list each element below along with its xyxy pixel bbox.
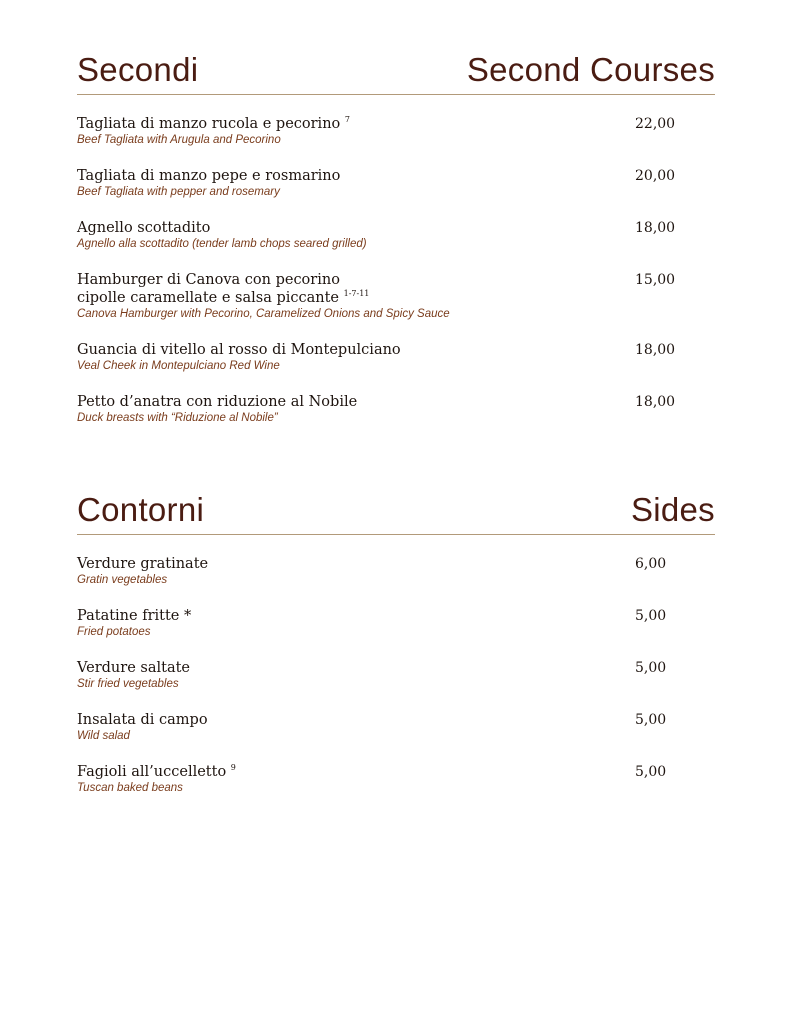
menu-item [77, 659, 715, 692]
menu-item-name [77, 555, 617, 573]
menu-item-name [77, 393, 617, 411]
menu-item-name [77, 341, 617, 359]
menu-item-text [77, 219, 617, 252]
section-title-en: Sides [630, 491, 715, 528]
menu-item-price: 18,00 [635, 342, 676, 358]
menu-item-name-text: Petto d’anatra con riduzione al Nobile [77, 394, 358, 410]
menu-item [77, 167, 715, 200]
menu-item-price: 5,00 [635, 660, 667, 676]
menu-item-text [77, 341, 617, 374]
menu-item-name-text: Verdure gratinate [77, 556, 209, 572]
allergen-codes: 7 [344, 115, 350, 125]
menu-item-name-text: Agnello scottadito [77, 220, 211, 236]
menu-item-name [77, 115, 617, 133]
menu-item [77, 711, 715, 744]
section-secondi [77, 46, 715, 445]
menu-item-description: Canova Hamburger with Pecorino, Caramelized Onions and Spicy Sauce [77, 308, 450, 320]
menu-item-name-text: Insalata di campo [77, 712, 208, 728]
menu-item-name [77, 711, 617, 729]
menu-item-name [77, 219, 617, 237]
allergen-codes: 1-7-11 [343, 289, 370, 299]
allergen-codes: 9 [230, 763, 236, 773]
menu-item-price: 18,00 [635, 394, 676, 410]
menu-item-description: Veal Cheek in Montepulciano Red Wine [77, 360, 280, 372]
menu-item-price: 5,00 [635, 764, 667, 780]
section-title-it: Contorni [77, 491, 205, 528]
menu-item-price: 18,00 [635, 220, 676, 236]
menu-item-description: Agnello alla scottadito (tender lamb chops seared grilled) [77, 238, 367, 250]
menu-item-name [77, 167, 617, 185]
menu-item [77, 555, 715, 588]
menu-item [77, 341, 715, 374]
menu-item-text [77, 607, 617, 640]
menu-item-price: 15,00 [635, 272, 676, 288]
menu-item-name-text: Tagliata di manzo pepe e rosmarino [77, 168, 341, 184]
menu-item-name [77, 271, 617, 307]
menu-item [77, 271, 715, 322]
menu-item [77, 115, 715, 148]
menu-item-price: 5,00 [635, 712, 667, 728]
menu-item-description: Duck breasts with “Riduzione al Nobile” [77, 412, 278, 424]
menu-item-name [77, 659, 617, 677]
section-contorni [77, 486, 715, 815]
menu-item [77, 763, 715, 796]
menu-item-price: 6,00 [635, 556, 667, 572]
menu-item-text [77, 167, 617, 200]
section-title-en: Second Courses [466, 51, 715, 88]
menu-item-description: Beef Tagliata with Arugula and Pecorino [77, 134, 281, 146]
menu-item-description: Tuscan baked beans [77, 782, 183, 794]
menu-item-name-text: Patatine fritte * [77, 608, 192, 624]
menu-item-text [77, 659, 617, 692]
menu-item-text [77, 115, 617, 148]
menu-item-description: Fried potatoes [77, 626, 151, 638]
menu-item-text [77, 763, 617, 796]
menu-item-price: 5,00 [635, 608, 667, 624]
menu-item-text [77, 393, 617, 426]
menu-item-name-text: Hamburger di Canova con pecorino cipolle caramellate e salsa piccante [77, 272, 340, 306]
menu-items-list [77, 555, 715, 796]
menu-item-price: 20,00 [635, 168, 676, 184]
section-title-it: Secondi [77, 51, 199, 88]
menu-item-description: Beef Tagliata with pepper and rosemary [77, 186, 280, 198]
menu-item-description: Stir fried vegetables [77, 678, 179, 690]
menu-items-list [77, 115, 715, 426]
menu-item-name-text: Tagliata di manzo rucola e pecorino [77, 116, 341, 132]
menu-item-description: Gratin vegetables [77, 574, 168, 586]
menu-item-name-text: Verdure saltate [77, 660, 190, 676]
section-header [77, 486, 715, 535]
menu-item-name [77, 607, 617, 625]
menu-item [77, 393, 715, 426]
menu-item-name [77, 763, 617, 781]
menu-item-text [77, 271, 617, 322]
menu-item-price: 22,00 [635, 116, 676, 132]
section-header [77, 46, 715, 95]
menu-item [77, 219, 715, 252]
menu-item-description: Wild salad [77, 730, 130, 742]
menu-item-text [77, 711, 617, 744]
menu-item-text [77, 555, 617, 588]
menu-item [77, 607, 715, 640]
menu-item-name-text: Fagioli all’uccelletto [77, 764, 227, 780]
menu-item-name-text: Guancia di vitello al rosso di Montepulciano [77, 342, 401, 358]
